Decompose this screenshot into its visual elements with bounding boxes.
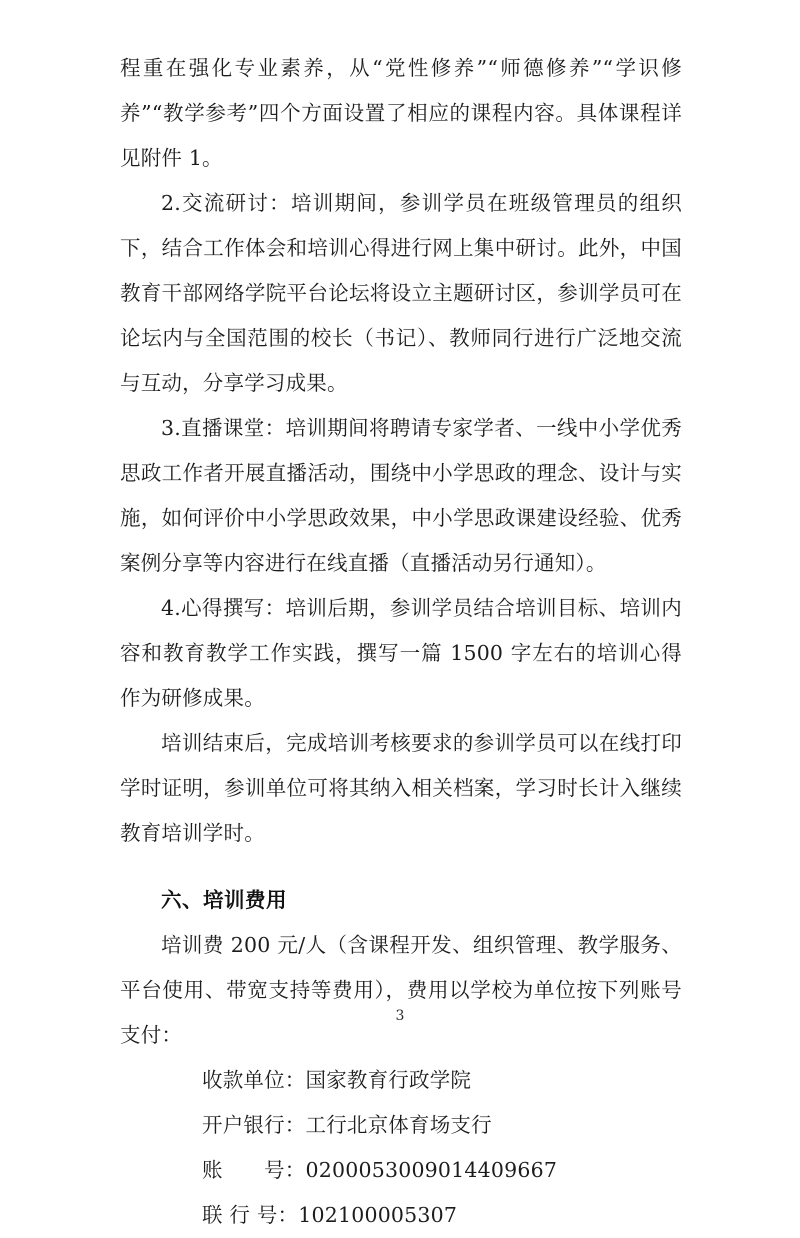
paragraph-item-3-livestream: 3.直播课堂：培训期间将聘请专家学者、一线中小学优秀思政工作者开展直播活动，围绕中小学思政的理念、设计与实施，如何评价中小学思政效果，中小学思政课建设经验、优秀案例分享等内容进行在线直播（直播活动另行通知）。 [120,416,682,575]
paragraph-completion: 培训结束后，完成培训考核要求的参训学员可以在线打印学时证明，参训单位可将其纳入相关档案，学习时长计入继续教育培训学时。 [120,731,682,845]
bank-detail-bank-value: 工行北京体育场支行 [305,1113,492,1137]
paragraph-item-4-reflection: 4.心得撰写：培训后期，参训学员结合培训目标、培训内容和教育教学工作实践，撰写一篇 1500 字左右的培训心得作为研修成果。 [120,596,682,710]
paragraph-item-2-discussion: 2.交流研讨：培训期间，参训学员在班级管理员的组织下，结合工作体会和培训心得进行网上集中研讨。此外，中国教育干部网络学院平台论坛将设立主题研讨区，参训学员可在论坛内与全国范围的校长（书记）、教师同行进行广泛地交流与互动，分享学习成果。 [120,191,682,395]
bank-detail-payee [120,1058,682,1103]
bank-detail-bank-label: 开户银行： [202,1113,306,1137]
bank-detail-routing [120,1193,682,1238]
section-heading-training-fee: 六、培训费用 [161,888,287,912]
bank-detail-bank [120,1103,682,1148]
bank-detail-payee-value: 国家教育行政学院 [305,1068,472,1092]
paragraph-training-fee: 培训费 200 元/人（含课程开发、组织管理、教学服务、平台使用、带宽支持等费用），费用以学校为单位按下列账号支付： [120,933,682,1047]
bank-detail-account-label: 账 号： [202,1158,306,1182]
bank-detail-routing-label: 联 行 号： [202,1203,299,1227]
bank-detail-account [120,1148,682,1193]
section-spacer [120,856,682,878]
bank-detail-routing-value: 102100005307 [298,1203,458,1227]
document-body [120,46,682,1238]
page-number: 3 [395,1008,405,1024]
paragraph-course-modules: 程重在强化专业素养，从“党性修养”“师德修养”“学识修养”“教学参考”四个方面设置了相应的课程内容。具体课程详见附件 1。 [120,56,682,170]
bank-detail-payee-label: 收款单位： [202,1068,306,1092]
bank-detail-account-value: 0200053009014409667 [305,1158,558,1182]
